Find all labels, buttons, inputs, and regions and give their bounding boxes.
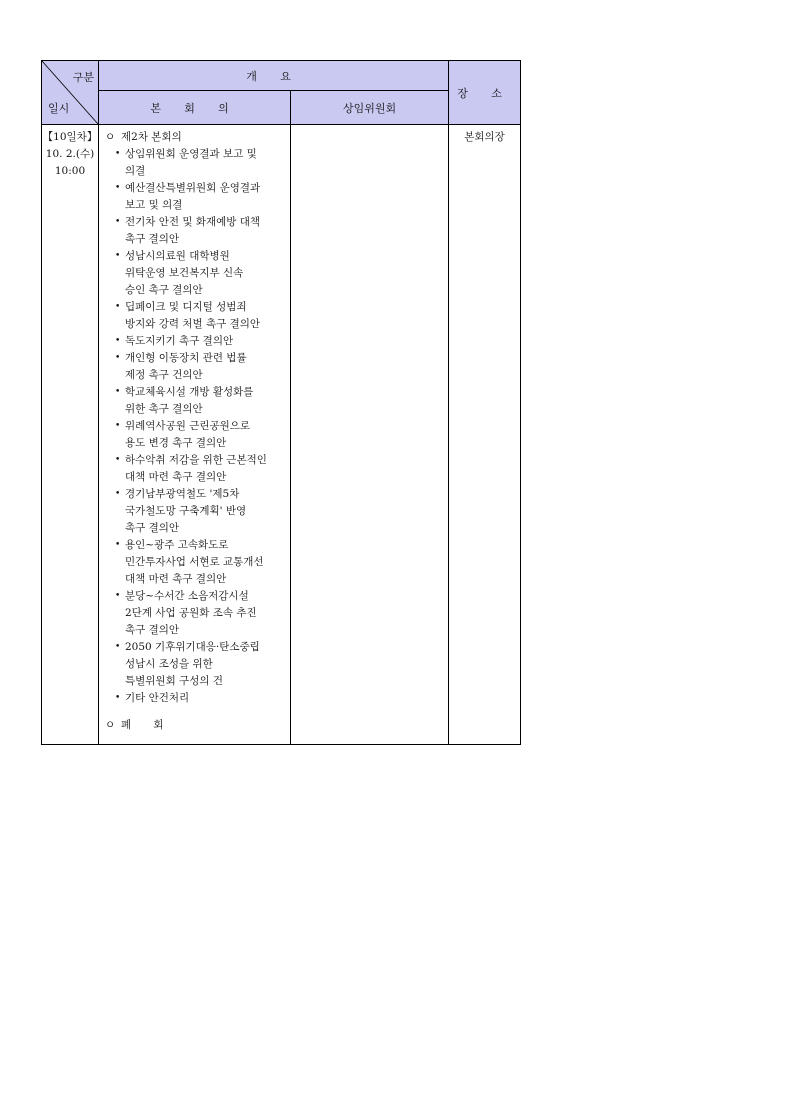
bullet-icon: • [115,591,121,601]
agenda-item [115,588,288,639]
header-committee [291,91,449,125]
day-label: 【10일차】 [42,131,98,143]
agenda-item-text: 학교체육시설 개방 활성화를 위한 촉구 결의안 [125,386,254,415]
agenda-item-text: 전기차 안전 및 화재예방 대책 촉구 결의안 [125,216,261,245]
agenda-list [115,146,288,707]
closing-label: 폐 회 [121,719,173,731]
venue-cell [449,125,521,745]
header-gubun: 구분 [72,71,94,84]
agenda-item [115,452,288,486]
agenda-item [115,384,288,418]
agenda-item [115,486,288,537]
agenda-item [115,690,288,707]
circle-bullet-icon: ㅇ [105,719,116,731]
schedule-table [41,60,521,745]
bullet-icon: • [115,421,121,431]
agenda-item [115,214,288,248]
agenda-item-text: 개인형 이동장치 관련 법률 제정 촉구 건의안 [125,352,247,381]
header-corner-cell [42,61,99,125]
bullet-icon: • [115,387,121,397]
bullet-icon: • [115,642,121,652]
date-cell [42,125,99,745]
agenda-item [115,350,288,384]
plenary-agenda-cell [99,125,291,745]
header-ilsi: 일시 [48,102,70,115]
agenda-item [115,180,288,214]
bullet-icon: • [115,540,121,550]
header-committee-label: 상임위원회 [342,101,397,115]
agenda-item [115,537,288,588]
bullet-icon: • [115,217,121,227]
closing-line [105,717,288,734]
agenda-item-text: 예산결산특별위원회 운영결과 보고 및 의결 [125,182,261,211]
bullet-icon: • [115,251,121,261]
agenda-item [115,248,288,299]
agenda-item-text: 하수악취 저감을 위한 근본적인 대책 마련 촉구 결의안 [125,454,267,483]
agenda-item-text: 2050 기후위기대응·탄소중립 성남시 조성을 위한 특별위원회 구성의 건 [125,641,260,687]
header-overview-label: 개 요 [246,69,301,83]
agenda-item-text: 분당~수서간 소음저감시설 2단계 사업 공원화 조속 추진 촉구 결의안 [125,590,257,636]
agenda-item-text: 기타 안건처리 [125,692,190,704]
section-heading [105,129,288,146]
agenda-item-text: 위례역사공원 근린공원으로 용도 변경 촉구 결의안 [125,420,251,449]
agenda-item-text: 용인~광주 고속화도로 민간투자사업 서현로 교통개선 대책 마련 촉구 결의안 [125,539,264,585]
header-venue [449,61,521,125]
bullet-icon: • [115,353,121,363]
agenda-item [115,418,288,452]
bullet-icon: • [115,489,121,499]
bullet-icon: • [115,336,121,346]
bullet-icon: • [115,183,121,193]
bullet-icon: • [115,455,121,465]
agenda-item [115,299,288,333]
agenda-item-text: 상임위원회 운영결과 보고 및 의결 [125,148,257,177]
header-overview [99,61,449,91]
bullet-icon: • [115,693,121,703]
agenda-item [115,333,288,350]
bullet-icon: • [115,149,121,159]
venue-text: 본회의장 [464,131,505,143]
bullet-icon: • [115,302,121,312]
header-plenary-label: 본 회 의 [150,101,239,115]
agenda-item [115,146,288,180]
header-plenary [99,91,291,125]
session-date: 10. 2.(수) [45,148,95,160]
section-title: 제2차 본회의 [121,131,182,143]
agenda-item-text: 경기남부광역철도 '제5차 국가철도망 구축계획' 반영 촉구 결의안 [125,488,247,534]
circle-bullet-icon: ㅇ [105,131,116,143]
agenda-item-text: 독도지키기 촉구 결의안 [125,335,234,347]
header-venue-label: 장 소 [457,86,512,100]
committee-cell [291,125,449,745]
agenda-item [115,639,288,690]
session-time: 10:00 [54,165,86,177]
agenda-item-text: 딥페이크 및 디지털 성범죄 방지와 강력 처벌 촉구 결의안 [125,301,261,330]
agenda-item-text: 성남시의료원 대학병원 위탁운영 보건복지부 신속 승인 촉구 결의안 [125,250,244,296]
